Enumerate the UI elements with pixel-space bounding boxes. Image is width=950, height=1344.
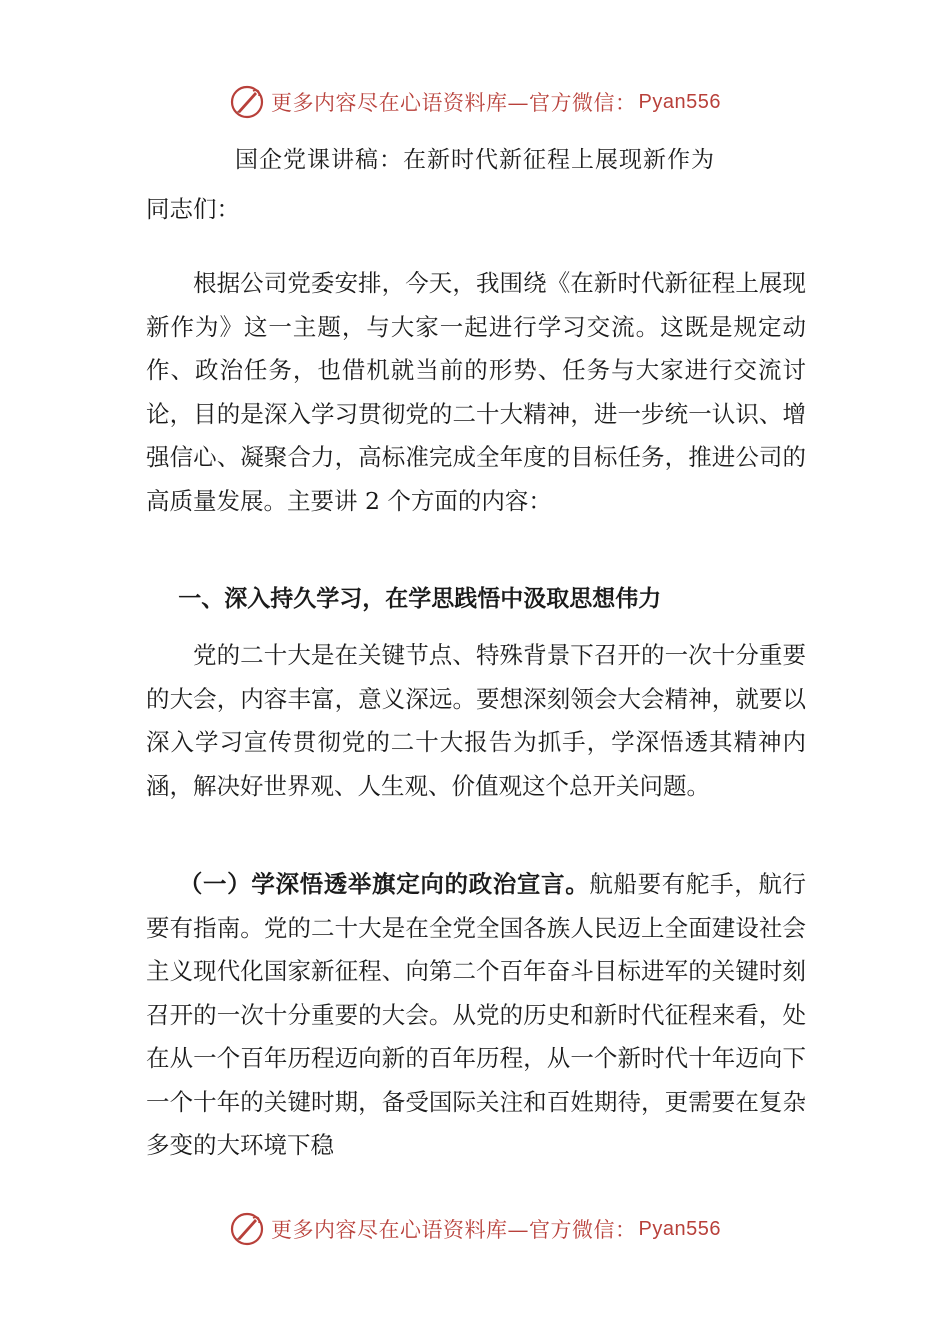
watermark-text: 更多内容尽在心语资料库—官方微信： <box>271 1218 637 1242</box>
watermark-handle: Pyan556 <box>638 1217 721 1240</box>
watermark-text: 更多内容尽在心语资料库—官方微信： <box>271 91 637 115</box>
document-title: 国企党课讲稿：在新时代新征程上展现新作为 <box>235 147 715 173</box>
watermark-handle: Pyan556 <box>638 90 721 113</box>
subsection-body: 航船要有舵手，航行要有指南。党的二十大是在全党全国各族人民迈上全面建设社会主义现代化国家新征程、向第二个百年奋斗目标进军的关键时刻召开的一次十分重要的大会。从党的历史和新时代征程来看，处在从一个百年历程迈向新的百年历程，从一个新时代十年迈向下一个十年的关键时期，备受国际关注和百姓期待，更需要在复杂多变的大环境下稳 <box>146 870 807 1159</box>
watermark-banner-top <box>0 80 950 124</box>
paragraph-intro: 根据公司党委安排，今天，我围绕《在新时代新征程上展现新作为》这一主题，与大家一起进行学习交流。这既是规定动作、政治任务，也借机就当前的形势、任务与大家进行交流讨论，目的是深入学习贯彻党的二十大精神，进一步统一认识、增强信心、凝聚合力，高标准完成全年度的目标任务，推进公司的高质量发展。主要讲 2 个方面的内容： <box>146 269 806 515</box>
quill-logo-icon <box>229 84 265 120</box>
paragraph-subsection-1 <box>146 863 806 1168</box>
quill-logo-icon <box>229 1211 265 1247</box>
section-heading-1: 一、深入持久学习，在学思践悟中汲取思想伟力 <box>178 586 662 612</box>
subsection-heading: （一）学深悟透举旗定向的政治宣言。 <box>178 870 590 898</box>
watermark-banner-bottom <box>0 1207 950 1251</box>
paragraph-section-1: 党的二十大是在关键节点、特殊背景下召开的一次十分重要的大会，内容丰富，意义深远。要想深刻领会大会精神，就要以深入学习宣传贯彻党的二十大报告为抓手，学深悟透其精神内涵，解决好世界观、人生观、价值观这个总开关问题。 <box>146 641 806 800</box>
salutation: 同志们： <box>146 195 240 223</box>
